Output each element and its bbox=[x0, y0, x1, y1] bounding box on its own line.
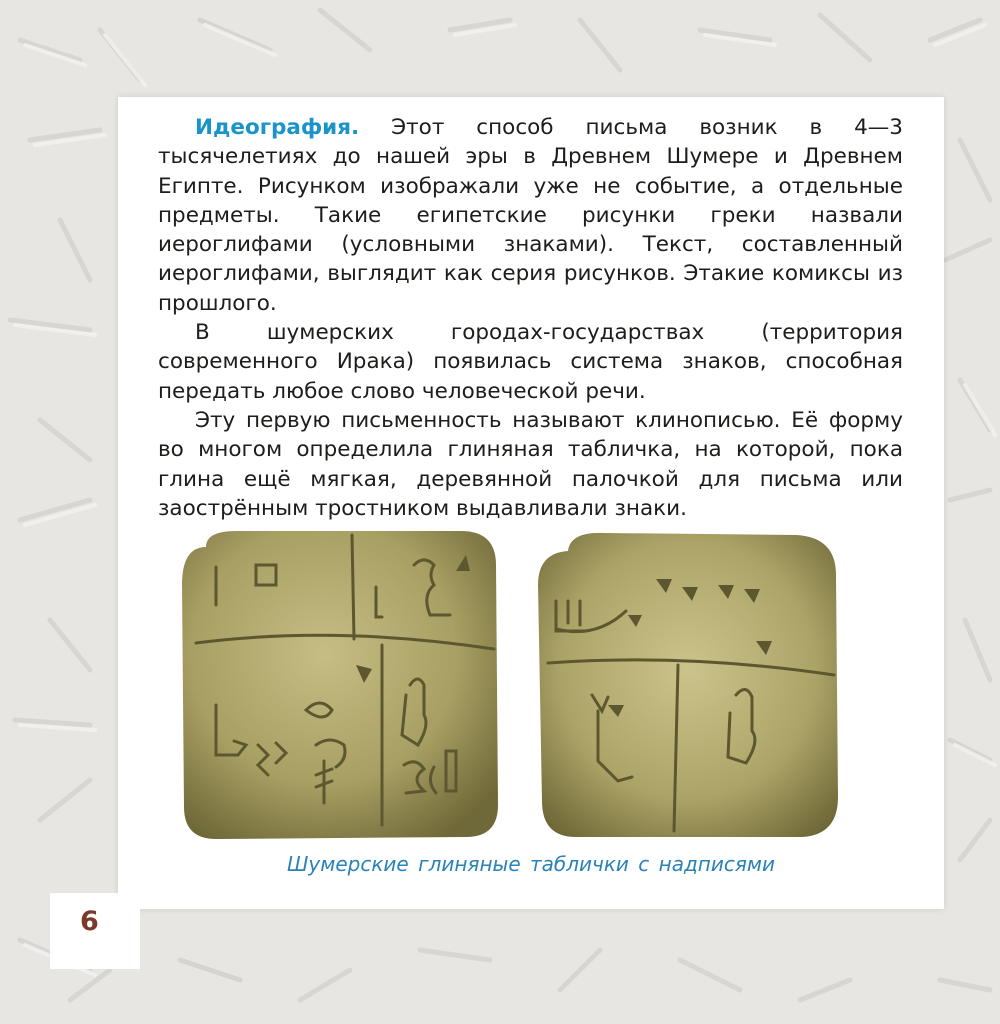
figure-caption: Шумерские глиняные таблички с надписями bbox=[287, 852, 775, 876]
page-number: 6 bbox=[80, 906, 99, 937]
paragraph-3: Эту первую письменность называют клинописью. Её форму во многом определила глиняная табличка, на которой, пока глина ещё мягкая, деревянной палочкой для письма или заострённым тростником выдавливали знаки. bbox=[158, 407, 903, 521]
body-text bbox=[158, 113, 903, 523]
paragraph-2: В шумерских городах-государствах (территория современного Ирака) появилась система знаков, способная передать любое слово человеческой речи. bbox=[158, 320, 903, 404]
clay-tablets-photo bbox=[176, 525, 856, 845]
tablet-left bbox=[182, 531, 498, 839]
tablet-right bbox=[538, 533, 838, 837]
text-page bbox=[118, 97, 944, 909]
paragraph-ideography bbox=[158, 113, 903, 318]
term-ideography: Идеография. bbox=[195, 115, 360, 140]
paragraph-1-text: Этот способ письма возник в 4—3 тысячелетиях до нашей эры в Древнем Шумере и Древнем Египте. Рисунком изображали уже не событие, а отдельные предметы. Такие египетские рисунки греки назвали иероглифами (условными знаками). Текст, составленный иероглифами, выглядит как серия рисунков. Этакие комиксы из прошлого. bbox=[158, 115, 903, 316]
